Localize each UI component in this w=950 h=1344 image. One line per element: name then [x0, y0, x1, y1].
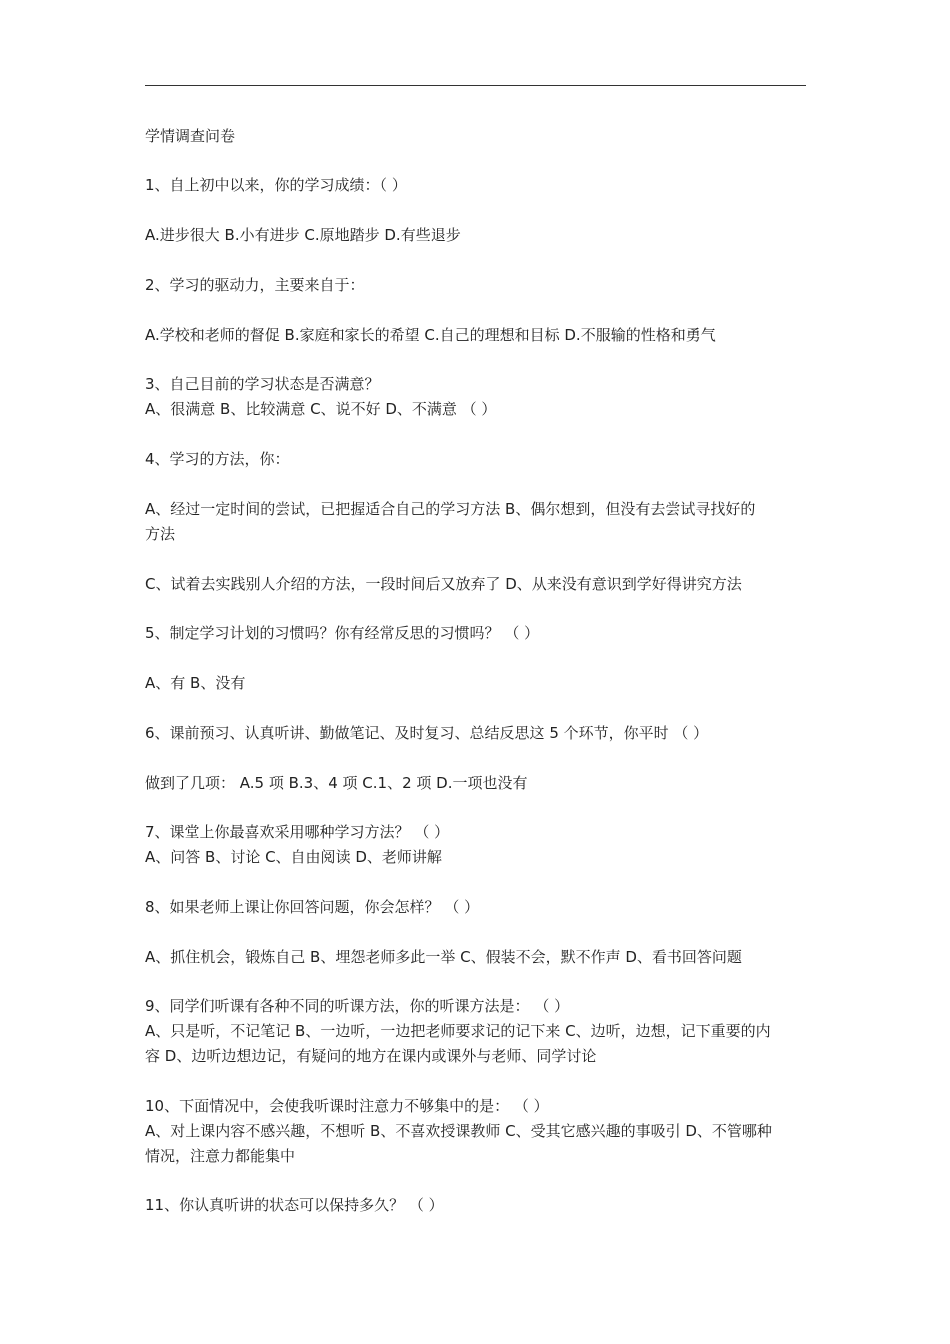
options-10-line-2: 情况，注意力都能集中: [145, 1147, 296, 1165]
options-4-line-1: A、经过一定时间的尝试，已把握适合自己的学习方法 B、偶尔想到，但没有去尝试寻找好的: [145, 500, 756, 518]
page-title: 学情调查问卷: [145, 127, 236, 145]
question-10: 10、下面情况中，会使我听课时注意力不够集中的是： （ ）: [145, 1097, 549, 1115]
options-6: 做到了几项： A.5 项 B.3、4 项 C.1、2 项 D.一项也没有: [145, 774, 528, 792]
options-1: A.进步很大 B.小有进步 C.原地踏步 D.有些退步: [145, 226, 461, 244]
options-2: A.学校和老师的督促 B.家庭和家长的希望 C.自己的理想和目标 D.不服输的性格和勇气: [145, 326, 716, 344]
question-7: 7、课堂上你最喜欢采用哪种学习方法？ （ ）: [145, 823, 450, 841]
question-1: 1、自上初中以来，你的学习成绩：（ ）: [145, 176, 407, 194]
options-7: A、问答 B、讨论 C、自由阅读 D、老师讲解: [145, 848, 442, 866]
question-5: 5、制定学习计划的习惯吗？你有经常反思的习惯吗？ （ ）: [145, 624, 540, 642]
options-10-line-1: A、对上课内容不感兴趣，不想听 B、不喜欢授课教师 C、受其它感兴趣的事吸引 D、不管哪种: [145, 1122, 772, 1140]
question-3: 3、自己目前的学习状态是否满意？: [145, 375, 380, 393]
question-6: 6、课前预习、认真听讲、勤做笔记、及时复习、总结反思这 5 个环节，你平时 （ ）: [145, 724, 709, 742]
options-9-line-1: A、只是听，不记笔记 B、一边听，一边把老师要求记的记下来 C、边听，边想，记下重要的内: [145, 1022, 771, 1040]
question-4: 4、学习的方法，你：: [145, 450, 290, 468]
options-8: A、抓住机会，锻炼自己 B、埋怨老师多此一举 C、假装不会，默不作声 D、看书回答问题: [145, 948, 742, 966]
question-11: 11、你认真听讲的状态可以保持多久？ （ ）: [145, 1196, 444, 1214]
options-3: A、很满意 B、比较满意 C、说不好 D、不满意 （ ）: [145, 400, 497, 418]
options-4-line-3: C、试着去实践别人介绍的方法，一段时间后又放弃了 D、从来没有意识到学好得讲究方法: [145, 575, 742, 593]
question-9: 9、同学们听课有各种不同的听课方法，你的听课方法是： （ ）: [145, 997, 570, 1015]
question-8: 8、如果老师上课让你回答问题，你会怎样？ （ ）: [145, 898, 480, 916]
options-4-line-2: 方法: [145, 525, 176, 543]
options-5: A、有 B、没有: [145, 674, 246, 692]
top-rule: [145, 85, 806, 86]
question-2: 2、学习的驱动力，主要来自于：: [145, 276, 365, 294]
options-9-line-2: 容 D、边听边想边记，有疑问的地方在课内或课外与老师、同学讨论: [145, 1047, 597, 1065]
